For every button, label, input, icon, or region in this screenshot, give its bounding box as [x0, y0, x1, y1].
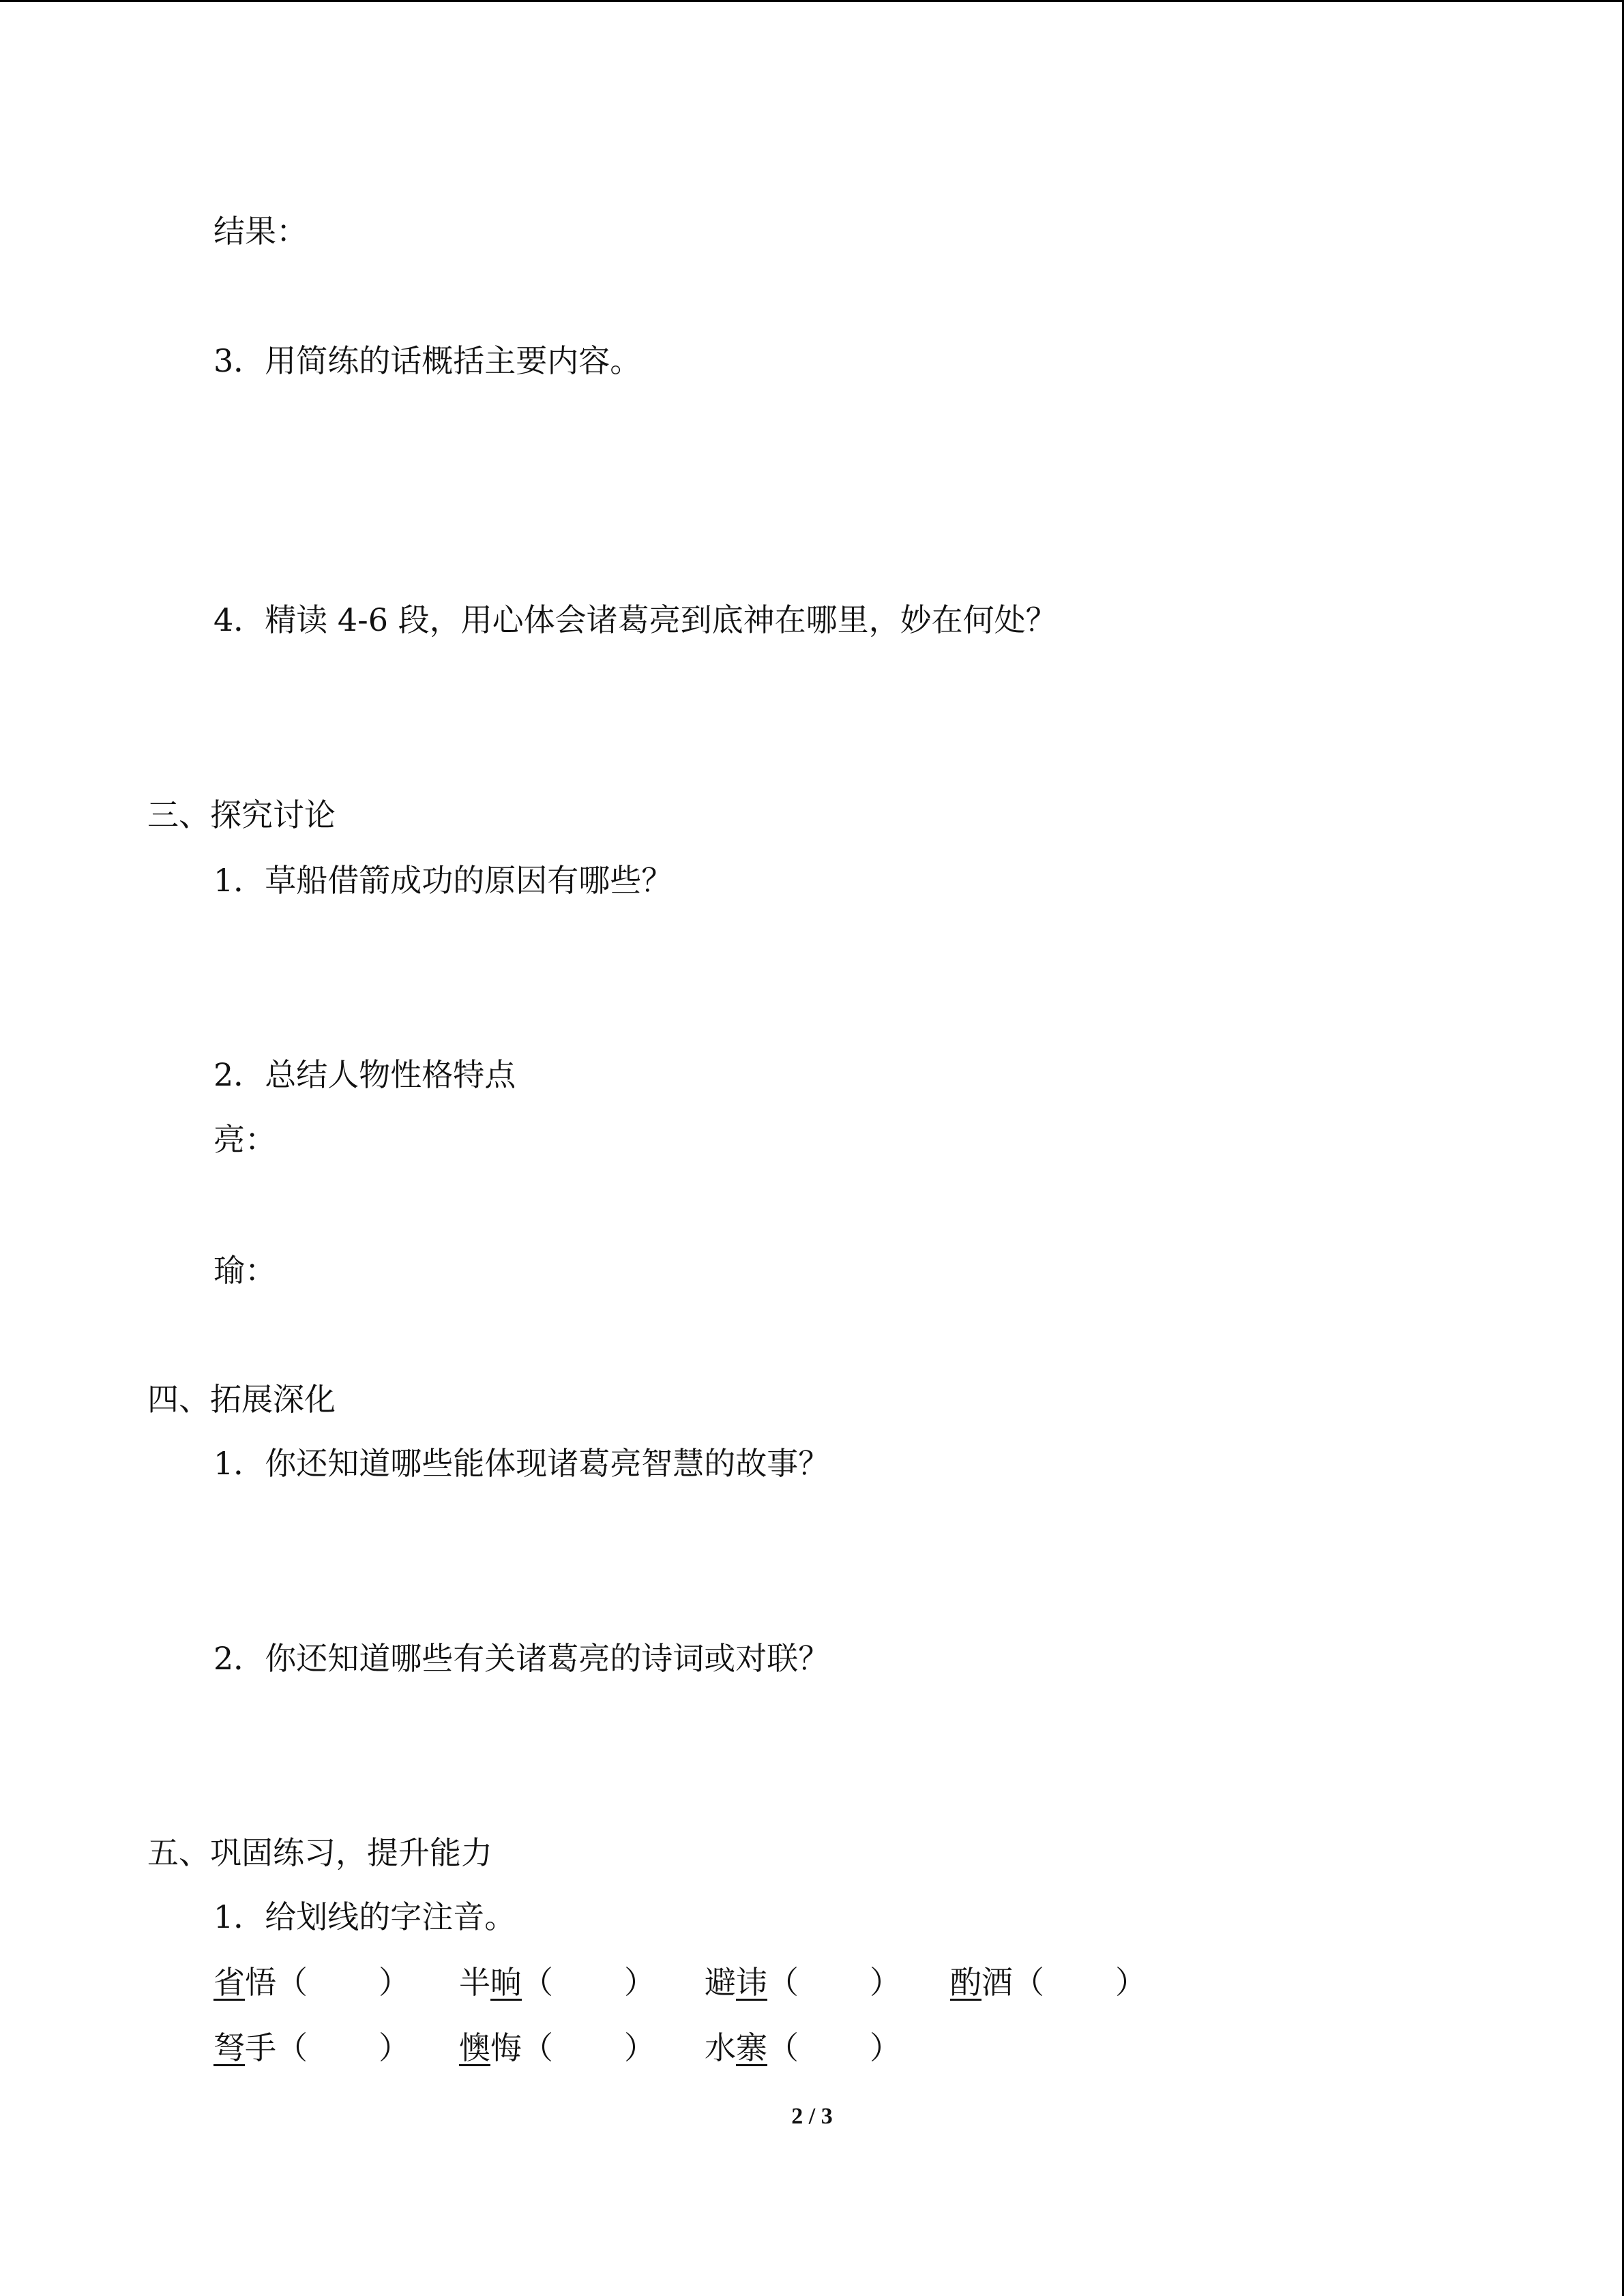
section-3-question-2: 2．总结人物性格特点	[213, 1056, 516, 1093]
question-3: 3．用简练的话概括主要内容。	[213, 342, 642, 379]
section-4-question-1: 1．你还知道哪些能体现诸葛亮智慧的故事？	[213, 1445, 830, 1482]
pinyin-item: 省悟（ ）	[213, 1964, 410, 2001]
result-label: 结果：	[213, 213, 308, 250]
pinyin-item: 半晌（ ）	[459, 1964, 655, 2001]
section-5-title: 五、巩固练习，提升能力	[147, 1834, 492, 1871]
section-3-question-1: 1．草船借箭成功的原因有哪些？	[213, 862, 673, 899]
liang-label: 亮：	[213, 1121, 276, 1158]
pinyin-item: 弩手（ ）	[213, 2029, 410, 2066]
section-4-question-2: 2．你还知道哪些有关诸葛亮的诗词或对联？	[213, 1640, 830, 1677]
section-3-title: 三、探究讨论	[147, 796, 336, 833]
pinyin-item: 懊悔（ ）	[459, 2029, 655, 2066]
pinyin-item: 避讳（ ）	[705, 1964, 901, 2001]
pinyin-item: 水寨（ ）	[705, 2029, 901, 2066]
question-4: 4．精读 4-6 段，用心体会诸葛亮到底神在哪里，妙在何处？	[213, 601, 1057, 638]
page-number: 2 / 3	[791, 2104, 833, 2129]
pinyin-item: 酌酒（ ）	[950, 1964, 1147, 2001]
section-5-question-1: 1．给划线的字注音。	[213, 1898, 516, 1935]
yu-label: 瑜：	[213, 1252, 276, 1289]
section-4-title: 四、拓展深化	[147, 1381, 336, 1418]
